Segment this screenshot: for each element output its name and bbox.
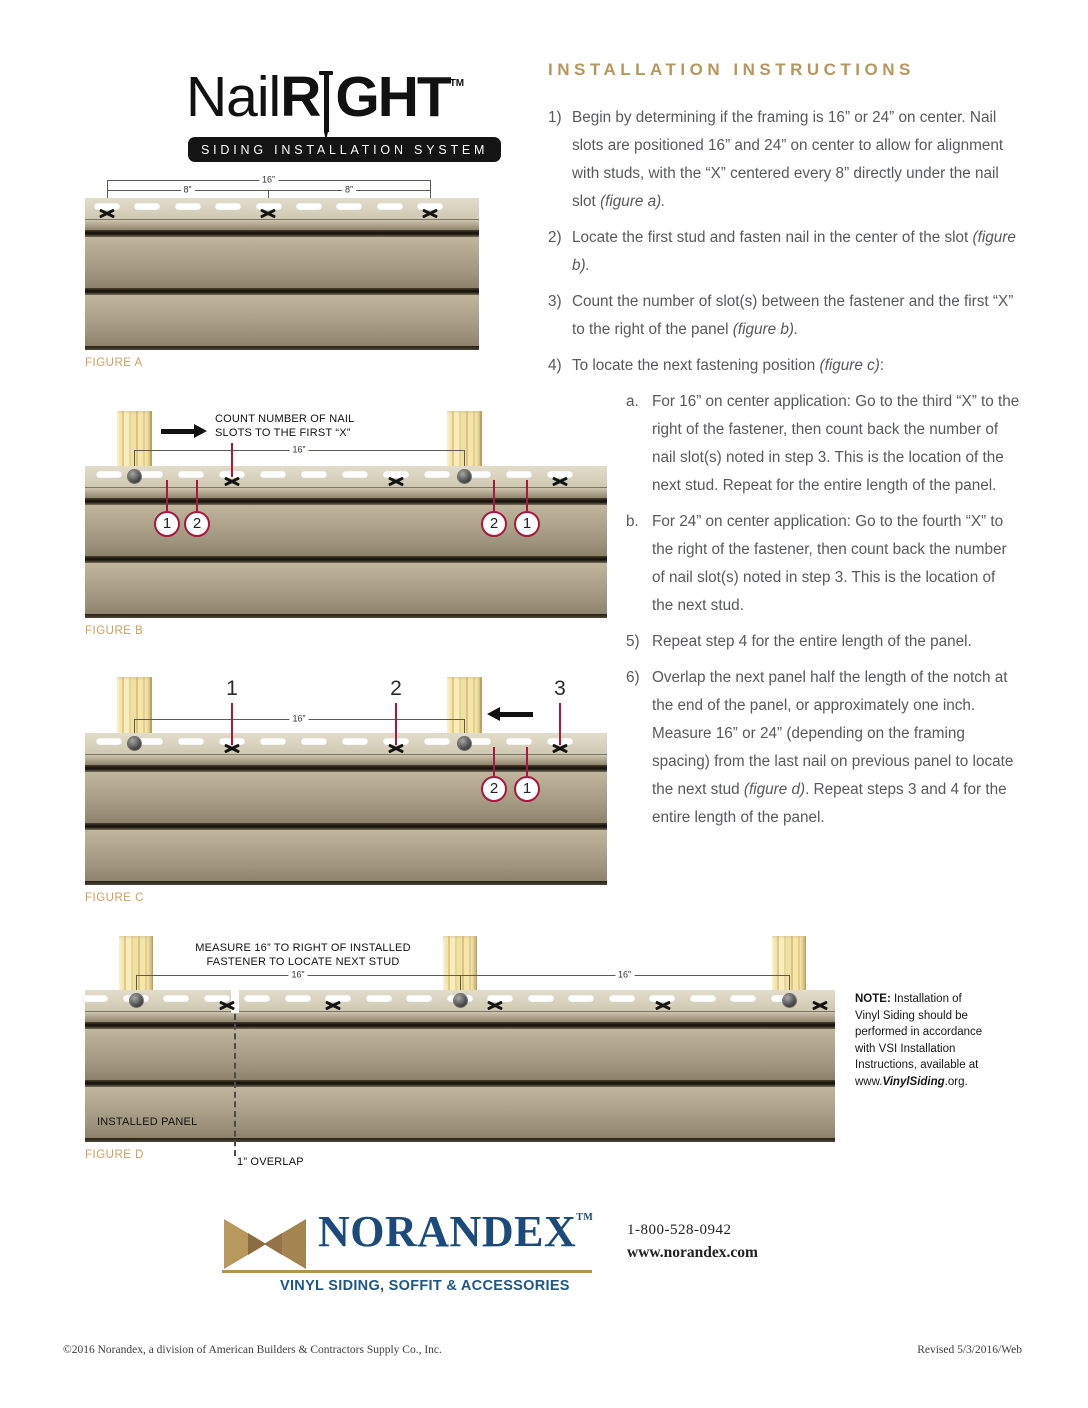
nailright-wordmark: [186, 54, 496, 127]
norandex-logo: [222, 1207, 602, 1298]
norandex-logo-icon: [222, 1217, 308, 1271]
x-mark: [655, 1001, 671, 1011]
instruction-item-label: 3): [548, 293, 562, 310]
nail-slot: [82, 995, 108, 1002]
x-mark: [487, 1001, 503, 1011]
nail-slot: [301, 471, 327, 478]
nail-head: [128, 470, 141, 483]
instruction-item-label: a.: [626, 393, 639, 410]
x-mark: [99, 209, 115, 219]
callout-leader-line: [196, 480, 198, 511]
dimension-label: 16”: [289, 714, 308, 724]
nail-hem: [85, 466, 607, 488]
instruction-item-text: For 16” on center application: Go to the third “X” to the right of the fastener, then count back the number of nail slot(s) noted in step 3. This is the location of the next stud. Repeat for the entire length of the panel.: [652, 393, 1020, 494]
nail-slot: [178, 471, 204, 478]
x-mark: [219, 1001, 235, 1011]
nail-slot: [366, 995, 392, 1002]
callout-number: 2: [184, 511, 210, 537]
nailright-logo: [186, 54, 496, 162]
instruction-item-label: 4): [548, 357, 562, 374]
figure-c: [85, 665, 615, 910]
nail-slot: [296, 203, 322, 210]
note-label: NOTE:: [855, 993, 891, 1005]
x-mark: [552, 477, 568, 487]
dimension-label: 8”: [342, 185, 356, 195]
nail-head: [130, 994, 143, 1007]
copyright-text: ©2016 Norandex, a division of American Builders & Contractors Supply Co., Inc.: [63, 1344, 442, 1356]
page-title: INSTALLATION INSTRUCTIONS: [548, 60, 915, 79]
callout-number: 2: [481, 776, 507, 802]
nail-head: [128, 737, 141, 750]
nail-head: [454, 994, 467, 1007]
callout-number: 1: [514, 511, 540, 537]
figure-b: [85, 402, 615, 642]
nail-slot: [244, 995, 270, 1002]
dimension-label: 16”: [288, 970, 307, 980]
nail-hem: [85, 198, 479, 220]
siding-panel: [85, 466, 607, 618]
instruction-item: [548, 224, 1020, 280]
direction-arrow: [487, 707, 533, 721]
x-mark: [260, 209, 276, 219]
nail-slot: [163, 995, 189, 1002]
x-mark: [224, 477, 240, 487]
nail-head: [783, 994, 796, 1007]
nail-slot: [285, 995, 311, 1002]
instruction-item-text: Count the number of slot(s) between the fastener and the first “X” to the right of the panel (figure b).: [572, 293, 1014, 338]
logo-banner: SIDING INSTALLATION SYSTEM: [188, 137, 501, 162]
nail-slot: [175, 203, 201, 210]
nail-slot: [137, 738, 163, 745]
instruction-item: [548, 388, 1020, 500]
instruction-item-label: 2): [548, 229, 562, 246]
dimension-label: 16”: [289, 445, 308, 455]
overlap-dashed-line: [234, 1014, 236, 1156]
figure-text-label: INSTALLED PANEL: [97, 1116, 198, 1128]
x-mark: [552, 744, 568, 754]
nail-slot: [506, 471, 532, 478]
figure-text-label: 1” OVERLAP: [237, 1156, 304, 1168]
instruction-item: [548, 288, 1020, 344]
nail-slot: [424, 471, 450, 478]
instruction-item-text: Locate the first stud and fasten nail in the center of the slot (figure b).: [572, 229, 1016, 274]
instruction-item-text: For 24” on center application: Go to the fourth “X” to the right of the fastener, then count back the number of nail slot(s) noted in step 3. This is the location of the next stud.: [652, 513, 1007, 614]
nail-slot: [336, 203, 362, 210]
x-count-number: 3: [554, 677, 566, 700]
figure-a: [85, 170, 495, 375]
nail-slot: [301, 738, 327, 745]
x-mark: [422, 209, 438, 219]
nail-slot: [260, 738, 286, 745]
nail-slot: [96, 738, 122, 745]
figure-label: FIGURE C: [85, 892, 144, 904]
number-leader-line: [231, 703, 233, 745]
dimension-label: 16”: [259, 175, 278, 185]
nail-icon: [319, 68, 335, 116]
callout-leader-line: [526, 480, 528, 511]
x-mark: [388, 477, 404, 487]
nail-hem: [85, 733, 607, 755]
callout-number: 1: [514, 776, 540, 802]
instruction-item-label: b.: [626, 513, 639, 530]
siding-panel: [85, 198, 479, 350]
instruction-item: [548, 352, 1020, 380]
trademark-symbol: TM: [576, 1212, 594, 1223]
figure-annotation: COUNT NUMBER OF NAIL SLOTS TO THE FIRST “X”: [215, 413, 355, 439]
nail-head: [458, 470, 471, 483]
phone-number: 1-800-528-0942: [627, 1222, 732, 1238]
dimension-tick: [268, 190, 269, 198]
instruction-item-text: To locate the next fastening position (figure c):: [572, 357, 885, 374]
callout-leader-line: [493, 480, 495, 511]
revision-text: Revised 5/3/2016/Web: [917, 1344, 1022, 1356]
trademark-symbol: TM: [449, 78, 465, 89]
website-link[interactable]: www.norandex.com: [627, 1244, 758, 1261]
siding-panel: [85, 733, 607, 885]
instruction-item-text: Begin by determining if the framing is 16” or 24” on center. Nail slots are positioned 16” and 24” on center to allow for alignment with studs, with the “X” centered every 8” directly under the nail slot (figure a).: [572, 109, 1004, 210]
figure-label: FIGURE B: [85, 625, 144, 637]
figure-label: FIGURE D: [85, 1149, 144, 1161]
nail-slot: [178, 738, 204, 745]
nail-slot: [528, 995, 554, 1002]
instruction-item-label: 5): [626, 633, 640, 650]
logo-text-nail: Nail: [186, 65, 281, 129]
nail-slot: [260, 471, 286, 478]
vinylsiding-url: www.VinylSiding.org.: [855, 1075, 968, 1088]
x-count-number: 2: [390, 677, 402, 700]
vsi-note: NOTE: Installation of Vinyl Siding should be performed in accordance with VSI Installation Instructions, available at www.VinylSiding.org.: [855, 991, 1025, 1090]
instruction-item-label: 6): [626, 669, 640, 686]
nail-slot: [342, 738, 368, 745]
figure-d: [85, 930, 855, 1182]
callout-number: 2: [481, 511, 507, 537]
dimension-tick: [107, 190, 108, 198]
gold-rule: [222, 1270, 592, 1273]
instruction-item: [548, 104, 1020, 216]
nail-slot: [406, 995, 432, 1002]
callout-number: 1: [154, 511, 180, 537]
dimension-label: 16”: [615, 970, 634, 980]
norandex-wordmark: NORANDEX™: [318, 1207, 594, 1256]
siding-panel: [85, 990, 835, 1142]
nail-slot: [134, 203, 160, 210]
instruction-item-text: Overlap the next panel half the length of the notch at the end of the panel, or approximately one inch. Measure 16” or 24” (depending on the framing spacing) from the last nail on previous panel to locate the next stud (figure d). Repeat steps 3 and 4 for the entire length of the panel.: [652, 669, 1014, 826]
nail-slot: [568, 995, 594, 1002]
contact-info: [627, 1222, 758, 1262]
dimension-tick: [430, 190, 431, 198]
nail-slot: [137, 471, 163, 478]
figure-annotation: MEASURE 16” TO RIGHT OF INSTALLED FASTENER TO LOCATE NEXT STUD: [195, 942, 411, 968]
annotation-pointer-line: [231, 443, 233, 477]
x-count-number: 1: [226, 677, 238, 700]
x-mark: [812, 1001, 828, 1011]
figure-label: FIGURE A: [85, 357, 143, 369]
nail-slot: [690, 995, 716, 1002]
logo-text-ght: GHT: [335, 65, 450, 129]
x-mark: [388, 744, 404, 754]
instruction-item: [548, 508, 1020, 620]
callout-leader-line: [493, 747, 495, 776]
x-mark: [224, 744, 240, 754]
nail-slot: [506, 738, 532, 745]
nail-slot: [424, 738, 450, 745]
dimension-label: 8”: [180, 185, 194, 195]
nail-slot: [609, 995, 635, 1002]
nail-slot: [730, 995, 756, 1002]
instruction-item-label: 1): [548, 109, 562, 126]
nail-slot: [342, 471, 368, 478]
number-leader-line: [559, 703, 561, 745]
direction-arrow: [161, 424, 207, 438]
logo-text-r: R: [280, 65, 320, 129]
callout-leader-line: [526, 747, 528, 776]
instruction-list: [548, 104, 1020, 840]
number-leader-line: [395, 703, 397, 745]
nail-slot: [96, 471, 122, 478]
x-mark: [325, 1001, 341, 1011]
nail-slot: [377, 203, 403, 210]
instruction-item: [548, 664, 1020, 832]
norandex-tagline: VINYL SIDING, SOFFIT & ACCESSORIES: [280, 1278, 570, 1294]
nail-head: [458, 737, 471, 750]
callout-leader-line: [166, 480, 168, 511]
instruction-item: [548, 628, 1020, 656]
nail-slot: [215, 203, 241, 210]
instruction-item-text: Repeat step 4 for the entire length of the panel.: [652, 633, 972, 650]
